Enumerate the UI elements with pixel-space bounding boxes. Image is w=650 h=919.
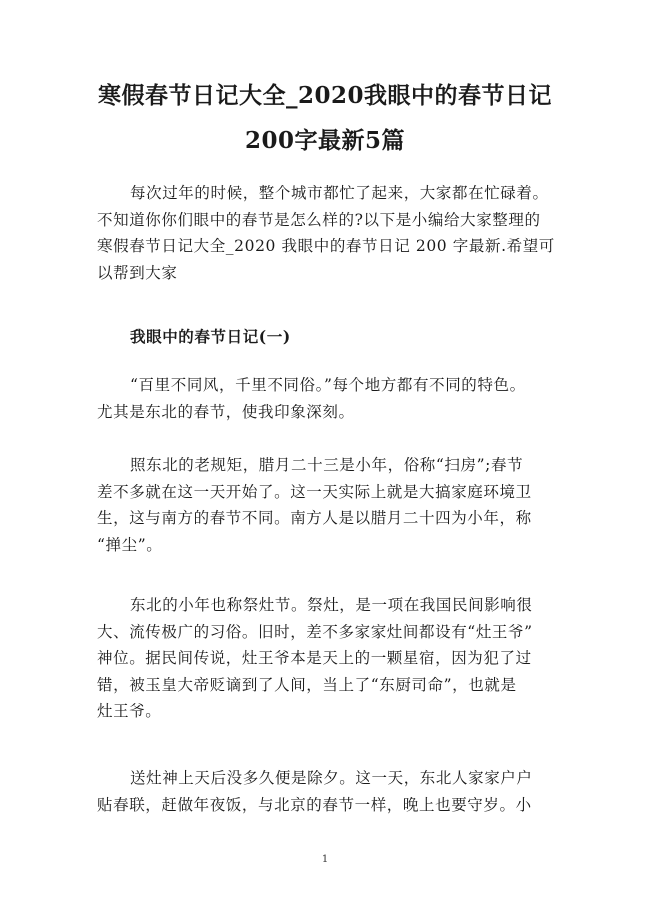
text-line: 差不多就在这一天开始了。这一天实际上就是大搞家庭环境卫 xyxy=(97,482,532,501)
page-number: 1 xyxy=(321,854,329,865)
text-line: 灶王爷。 xyxy=(97,702,162,720)
body-paragraph-3 xyxy=(97,592,557,725)
text-line: 生，这与南方的春节不同。南方人是以腊月二十四为小年，称 xyxy=(97,509,532,527)
text-line: 每次过年的时候，整个城市都忙了起来，大家都在忙碌着。 xyxy=(130,184,549,202)
text-line: 贴春联，赶做年夜饭，与北京的春节一样，晚上也要守岁。小 xyxy=(97,795,532,814)
intro-paragraph xyxy=(97,180,557,286)
text-line: 东北的小年也称祭灶节。祭灶，是一项在我国民间影响很 xyxy=(130,596,533,614)
document-title-line-1: 寒假春节日记大全_2020我眼中的春节日记 xyxy=(97,82,552,109)
document-title-line-2: 200字最新5篇 xyxy=(244,127,405,154)
text-line: “掸尘”。 xyxy=(97,535,163,554)
text-line: 不知道你你们眼中的春节是怎么样的?以下是小编给大家整理的 xyxy=(97,210,541,229)
text-line: 寒假春节日记大全_2020 我眼中的春节日记 200 字最新.希望可 xyxy=(97,237,555,255)
text-line: 尤其是东北的春节，使我印象深刻。 xyxy=(97,402,355,421)
text-line: 错，被玉皇大帝贬谪到了人间，当上了“东厨司命”，也就是 xyxy=(97,675,517,694)
body-paragraph-1 xyxy=(97,372,557,425)
body-paragraph-2 xyxy=(97,452,557,558)
text-line: 送灶神上天后没多久便是除夕。这一天，东北人家家户户 xyxy=(130,769,533,787)
text-line: 大、流传极广的习俗。旧时，差不多家家灶间都设有“灶王爷” xyxy=(97,622,533,641)
body-paragraph-4 xyxy=(97,765,557,818)
section-heading: 我眼中的春节日记(一) xyxy=(130,327,291,346)
text-line: 神位。据民间传说，灶王爷本是天上的一颗星宿，因为犯了过 xyxy=(97,649,532,667)
text-line: “百里不同风，千里不同俗。”每个地方都有不同的特色。 xyxy=(130,376,526,394)
text-line: 以帮到大家 xyxy=(97,263,178,282)
text-line: 照东北的老规矩，腊月二十三是小年，俗称“扫房”;春节 xyxy=(130,456,524,474)
